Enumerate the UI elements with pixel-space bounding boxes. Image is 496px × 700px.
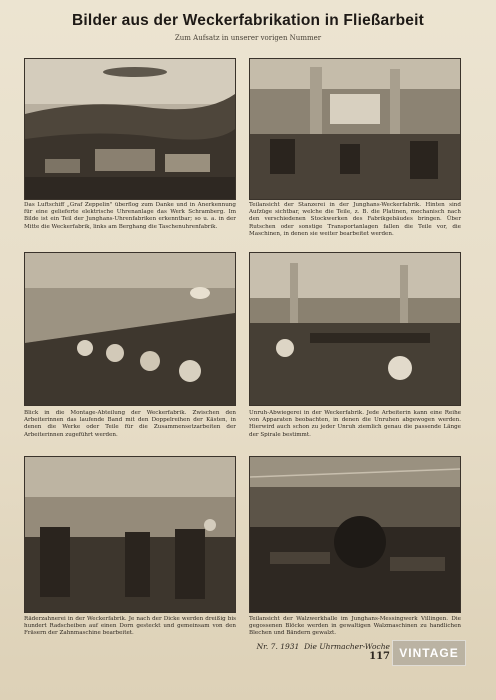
footer-journal: Die Uhrmacher-Woche [304,642,390,651]
stanzerei-photo-graphic [250,59,460,199]
photo-montage [24,252,236,406]
caption-zeppelin: Das Luftschiff „Graf Zeppelin" überflog zum Danke und in Anerkennung für eine gelieferte elektrische Uhrenanlage das Werk Schramberg. Im Bilde ist ein Teil der Junghans-Uhrenfabriken erkenntbar; so u. a. in der Mitte die Weckerfabrik, links am Berghang die Taschenuhrenfabrik. [24,202,236,230]
photo-stanzerei [249,58,461,200]
montage-photo-graphic [25,253,235,405]
caption-raederzahnerei: Räderzahnerei in der Weckerfabrik. Je nach der Dicke werden dreißig bis hundert Radscheiben auf einen Dorn gesteckt und gemeinsam von den Fräsern der Zahnmaschine bearbeitet. [24,616,236,637]
photo-unruh [249,252,461,406]
footer-issue: Nr. 7. 1931 [256,642,300,651]
vintage-watermark-logo [393,641,465,665]
raederzahnerei-photo-graphic [25,457,235,612]
page-subtitle: Zum Aufsatz in unserer vorigen Nummer [174,34,322,42]
page-footer [250,642,390,662]
page-number: 117 [369,651,390,662]
caption-walzwerk: Teilansicht der Walzwerkhalle im Junghans-Messingwerk Villingen. Die gegossenen Blöcke werden in gewaltigen Walzmaschinen zu handlichen Blechen und Bändern gewalzt. [249,616,461,637]
zeppelin-photo-graphic [25,59,235,199]
caption-montage: Blick in die Montage-Abteilung der Weckerfabrik. Zwischen den Arbeiterinnen das laufende Band mit den Doppelreihen der Kästen, in denen die Werke oder Teile für die Zusammensetzarbeiten der Arbeiterinnen zugeführt werden. [24,410,236,438]
caption-stanzerei: Teilansicht der Stanzerei in der Junghans-Weckerfabrik. Hinten sind Aufzüge sichtbar, welche die Teile, z. B. die Platinen, mechanisch nach den verschiedenen Stockwerken des Fabrikgebäudes bringen. Über Rutschen oder sonstige Transportanlagen fallen die Teile vor, die Maschinen, in denen sie weiter bearbeitet werden. [249,202,461,237]
caption-unruh: Unruh-Abwiegerei in der Weckerfabrik. Jede Arbeiterin kann eine Reihe von Apparaten beobachten, in denen die Unruhen abgewogen werden. Hierwird auch schon zu jeder Unruh ziemlich genau die passende Länge der Spirale bestimmt. [249,410,461,438]
photo-raederzahnerei [24,456,236,613]
unruh-photo-graphic [250,253,460,405]
photo-zeppelin-factory [24,58,236,200]
photo-walzwerk [249,456,461,613]
walzwerk-photo-graphic [250,457,460,612]
vintage-watermark [392,640,466,666]
svg-text:VINTAGE: VINTAGE [399,646,459,660]
page-title: Bilder aus der Weckerfabrikation in Fließarbeit [72,12,424,29]
